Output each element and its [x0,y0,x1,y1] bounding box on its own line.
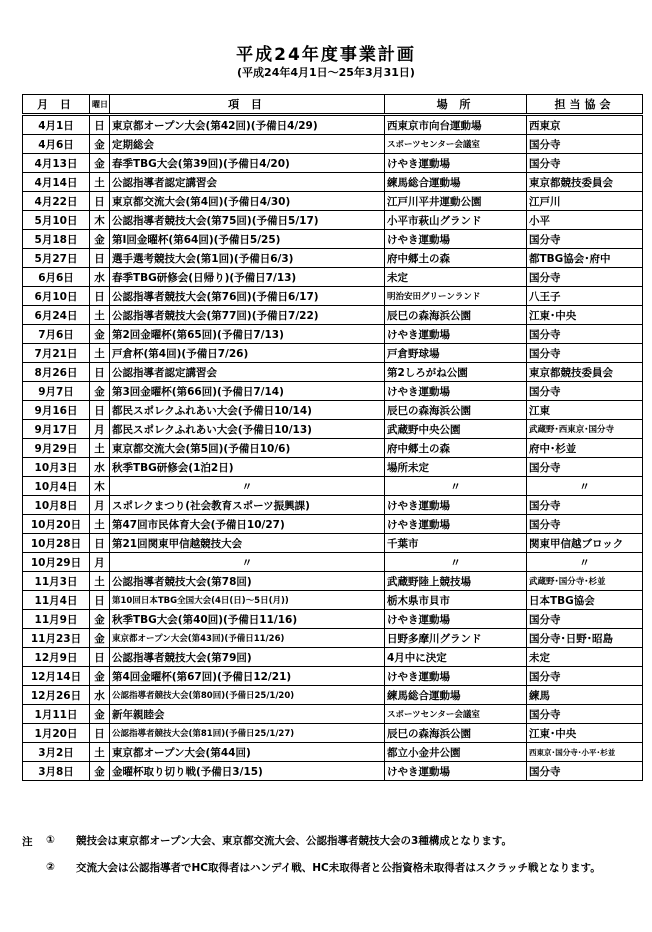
row-item: 公認指導者競技大会(第77回)(予備日7/22) [110,306,385,325]
row-org: 国分寺 [527,515,643,534]
row-place: 小平市萩山グランド [385,211,527,230]
row-place: 未定 [385,268,527,287]
row-org: 未定 [527,648,643,667]
row-date: 6月24日 [23,306,90,325]
table-row [23,743,643,762]
row-date: 4月22日 [23,192,90,211]
row-date: 10月28日 [23,534,90,553]
row-date: 11月9日 [23,610,90,629]
row-org: 江東 [527,401,643,420]
row-date: 10月20日 [23,515,90,534]
row-item: 東京都オープン大会(第42回)(予備日4/29) [110,115,385,135]
row-org: 国分寺 [527,325,643,344]
note-2 [22,861,642,875]
schedule-table [22,94,643,781]
row-item: 公認指導者認定講習会 [110,173,385,192]
row-org: 東京都競技委員会 [527,173,643,192]
row-day: 日 [90,648,110,667]
page-subtitle: (平成24年4月1日～25年3月31日) [237,66,415,79]
row-date: 5月10日 [23,211,90,230]
row-day: 金 [90,154,110,173]
row-place: 練馬総合運動場 [385,686,527,705]
table-row [23,534,643,553]
row-date: 1月20日 [23,724,90,743]
row-item: 東京都オープン大会(第44回) [110,743,385,762]
table-row [23,115,643,135]
note-1 [22,834,642,849]
row-item: 秋季TBG大会(第40回)(予備日11/16) [110,610,385,629]
table-row [23,401,643,420]
table-row [23,363,643,382]
row-place: 辰巳の森海浜公園 [385,306,527,325]
row-date: 4月1日 [23,115,90,135]
row-day: 月 [90,496,110,515]
row-place: けやき運動場 [385,496,527,515]
header-date: 月 日 [23,95,90,115]
row-item: スポレクまつり(社会教育スポーツ振興課) [110,496,385,515]
row-org: 国分寺 [527,705,643,724]
row-date: 6月6日 [23,268,90,287]
row-day: 金 [90,705,110,724]
row-day: 金 [90,629,110,648]
table-row [23,382,643,401]
row-day: 日 [90,363,110,382]
row-item: 〃 [110,477,385,496]
row-place: 府中郷土の森 [385,249,527,268]
row-place: 明治安田グリーンランド [385,287,527,306]
row-item: 戸倉杯(第4回)(予備日7/26) [110,344,385,363]
table-row [23,287,643,306]
row-item: 第3回金曜杯(第66回)(予備日7/14) [110,382,385,401]
row-place: 〃 [385,477,527,496]
row-org: 練馬 [527,686,643,705]
row-org: 国分寺 [527,496,643,515]
row-place: 辰巳の森海浜公園 [385,401,527,420]
row-day: 月 [90,420,110,439]
row-date: 9月29日 [23,439,90,458]
row-date: 9月7日 [23,382,90,401]
table-row [23,496,643,515]
row-item: 第21回関東甲信越競技大会 [110,534,385,553]
notes-section [22,834,642,887]
row-place: けやき運動場 [385,230,527,249]
table-row [23,629,643,648]
row-date: 3月8日 [23,762,90,781]
row-day: 日 [90,534,110,553]
row-day: 金 [90,667,110,686]
note-text: 交流大会は公認指導者でHC取得者はハンデイ戦、HC未取得者と公指資格未取得者はスクラッチ戦となります。 [76,862,601,874]
table-row [23,477,643,496]
table-row [23,135,643,154]
row-org: 武蔵野･西東京･国分寺 [527,420,643,439]
note-number: ② [46,861,55,873]
row-date: 10月4日 [23,477,90,496]
row-day: 水 [90,268,110,287]
row-item: 第2回金曜杯(第65回)(予備日7/13) [110,325,385,344]
row-place: 武蔵野中央公園 [385,420,527,439]
row-date: 5月27日 [23,249,90,268]
row-place: 日野多摩川グランド [385,629,527,648]
table-row [23,553,643,572]
row-day: 金 [90,135,110,154]
row-place: 都立小金井公園 [385,743,527,762]
row-item: 東京都オープン大会(第43回)(予備日11/26) [110,629,385,648]
row-place: 千葉市 [385,534,527,553]
row-day: 日 [90,287,110,306]
row-date: 4月6日 [23,135,90,154]
row-date: 12月9日 [23,648,90,667]
row-place: けやき運動場 [385,154,527,173]
row-org: 西東京 [527,115,643,135]
table-row [23,306,643,325]
table-row [23,724,643,743]
note-prefix: 注 [22,836,33,848]
row-place: 第2しろがね公園 [385,363,527,382]
row-date: 4月14日 [23,173,90,192]
row-org: 国分寺 [527,230,643,249]
row-date: 11月4日 [23,591,90,610]
row-item: 春季TBG大会(第39回)(予備日4/20) [110,154,385,173]
row-item: 第4回金曜杯(第67回)(予備日12/21) [110,667,385,686]
row-date: 7月21日 [23,344,90,363]
row-day: 金 [90,325,110,344]
row-date: 5月18日 [23,230,90,249]
row-date: 8月26日 [23,363,90,382]
row-day: 金 [90,762,110,781]
row-item: 東京都交流大会(第4回)(予備日4/30) [110,192,385,211]
row-item: 公認指導者競技大会(第76回)(予備日6/17) [110,287,385,306]
row-place: 江戸川平井運動公園 [385,192,527,211]
table-row [23,686,643,705]
row-org: 江戸川 [527,192,643,211]
row-date: 6月10日 [23,287,90,306]
row-org: 国分寺 [527,268,643,287]
table-row [23,667,643,686]
row-place: 栃木県市貝市 [385,591,527,610]
row-place: けやき運動場 [385,382,527,401]
row-date: 4月13日 [23,154,90,173]
row-item: 公認指導者競技大会(第79回) [110,648,385,667]
row-item: 東京都交流大会(第5回)(予備日10/6) [110,439,385,458]
row-day: 土 [90,344,110,363]
row-day: 金 [90,382,110,401]
row-item: 公認指導者競技大会(第75回)(予備日5/17) [110,211,385,230]
row-date: 9月17日 [23,420,90,439]
row-date: 10月8日 [23,496,90,515]
table-header-row [23,95,643,115]
row-item: 第Ⅰ回金曜杯(第64回)(予備日5/25) [110,230,385,249]
table-row [23,230,643,249]
row-item: 春季TBG研修会(日帰り)(予備日7/13) [110,268,385,287]
row-org: 関東甲信越ブロック [527,534,643,553]
row-day: 土 [90,743,110,762]
row-place: スポーツセンター会議室 [385,135,527,154]
row-item: 公認指導者競技大会(第81回)(予備日25/1/27) [110,724,385,743]
table-row [23,154,643,173]
row-item: 第47回市民体育大会(予備日10/27) [110,515,385,534]
row-org: 都TBG協会･府中 [527,249,643,268]
table-row [23,173,643,192]
row-place: けやき運動場 [385,515,527,534]
table-row [23,572,643,591]
row-place: 辰巳の森海浜公園 [385,724,527,743]
table-row [23,458,643,477]
row-place: 武蔵野陸上競技場 [385,572,527,591]
row-day: 日 [90,591,110,610]
row-org: 国分寺 [527,154,643,173]
row-place: 練馬総合運動場 [385,173,527,192]
row-place: けやき運動場 [385,325,527,344]
row-day: 土 [90,306,110,325]
row-org: 八王子 [527,287,643,306]
row-day: 日 [90,192,110,211]
header-day: 曜日 [90,95,110,115]
row-place: 〃 [385,553,527,572]
row-date: 11月23日 [23,629,90,648]
row-day: 木 [90,211,110,230]
header-item: 項 目 [110,95,385,115]
row-date: 12月14日 [23,667,90,686]
row-org: 〃 [527,553,643,572]
row-day: 土 [90,515,110,534]
row-item: 公認指導者競技大会(第80回)(予備日25/1/20) [110,686,385,705]
row-place: けやき運動場 [385,610,527,629]
row-org: 府中･杉並 [527,439,643,458]
row-org: 国分寺 [527,762,643,781]
row-day: 金 [90,230,110,249]
row-org: 西東京･国分寺･小平･杉並 [527,743,643,762]
table-row [23,268,643,287]
header-place: 場 所 [385,95,527,115]
row-date: 1月11日 [23,705,90,724]
row-date: 11月3日 [23,572,90,591]
row-place: けやき運動場 [385,667,527,686]
row-item: 公認指導者認定講習会 [110,363,385,382]
table-row [23,762,643,781]
row-org: 国分寺 [527,382,643,401]
row-org: 江東･中央 [527,724,643,743]
row-date: 9月16日 [23,401,90,420]
row-item: 選手選考競技大会(第1回)(予備日6/3) [110,249,385,268]
row-place: 西東京市向台運動場 [385,115,527,135]
header-org: 担当協会 [527,95,643,115]
table-row [23,344,643,363]
table-row [23,325,643,344]
row-date: 3月2日 [23,743,90,762]
table-row [23,420,643,439]
row-day: 水 [90,686,110,705]
row-item: 金曜杯取り切り戦(予備日3/15) [110,762,385,781]
row-date: 10月3日 [23,458,90,477]
row-day: 土 [90,572,110,591]
row-place: 4月中に決定 [385,648,527,667]
row-date: 12月26日 [23,686,90,705]
table-row [23,192,643,211]
note-text: 競技会は東京都オープン大会、東京都交流大会、公認指導者競技大会の3種構成となります。 [76,835,513,847]
row-item: 第10回日本TBG全国大会(4日(日)～5日(月)) [110,591,385,610]
row-org: 武蔵野･国分寺･杉並 [527,572,643,591]
row-item: 公認指導者競技大会(第78回) [110,572,385,591]
row-day: 日 [90,249,110,268]
row-place: 府中郷土の森 [385,439,527,458]
row-org: 国分寺 [527,344,643,363]
table-row [23,705,643,724]
row-place: けやき運動場 [385,762,527,781]
table-row [23,211,643,230]
row-place: 場所未定 [385,458,527,477]
row-org: 国分寺 [527,667,643,686]
row-day: 日 [90,115,110,135]
row-org: 国分寺･日野･昭島 [527,629,643,648]
row-day: 日 [90,401,110,420]
row-org: 国分寺 [527,610,643,629]
row-day: 日 [90,724,110,743]
page-title: 平成24年度事業計画 [236,45,416,65]
row-day: 土 [90,173,110,192]
table-row [23,515,643,534]
row-day: 月 [90,553,110,572]
row-day: 土 [90,439,110,458]
row-day: 木 [90,477,110,496]
row-item: 秋季TBG研修会(1泊2日) [110,458,385,477]
row-item: 都民スポレクふれあい大会(予備日10/13) [110,420,385,439]
row-org: 小平 [527,211,643,230]
row-org: 東京都競技委員会 [527,363,643,382]
table-row [23,249,643,268]
row-org: 国分寺 [527,135,643,154]
row-day: 金 [90,610,110,629]
table-row [23,648,643,667]
row-item: 〃 [110,553,385,572]
row-item: 都民スポレクふれあい大会(予備日10/14) [110,401,385,420]
row-org: 〃 [527,477,643,496]
row-place: 戸倉野球場 [385,344,527,363]
row-org: 日本TBG協会 [527,591,643,610]
row-date: 7月6日 [23,325,90,344]
note-number: ① [46,834,55,846]
row-date: 10月29日 [23,553,90,572]
table-row [23,439,643,458]
row-item: 新年親睦会 [110,705,385,724]
row-org: 国分寺 [527,458,643,477]
row-day: 水 [90,458,110,477]
row-place: スポーツセンター会議室 [385,705,527,724]
table-row [23,591,643,610]
row-item: 定期総会 [110,135,385,154]
row-org: 江東･中央 [527,306,643,325]
table-row [23,610,643,629]
